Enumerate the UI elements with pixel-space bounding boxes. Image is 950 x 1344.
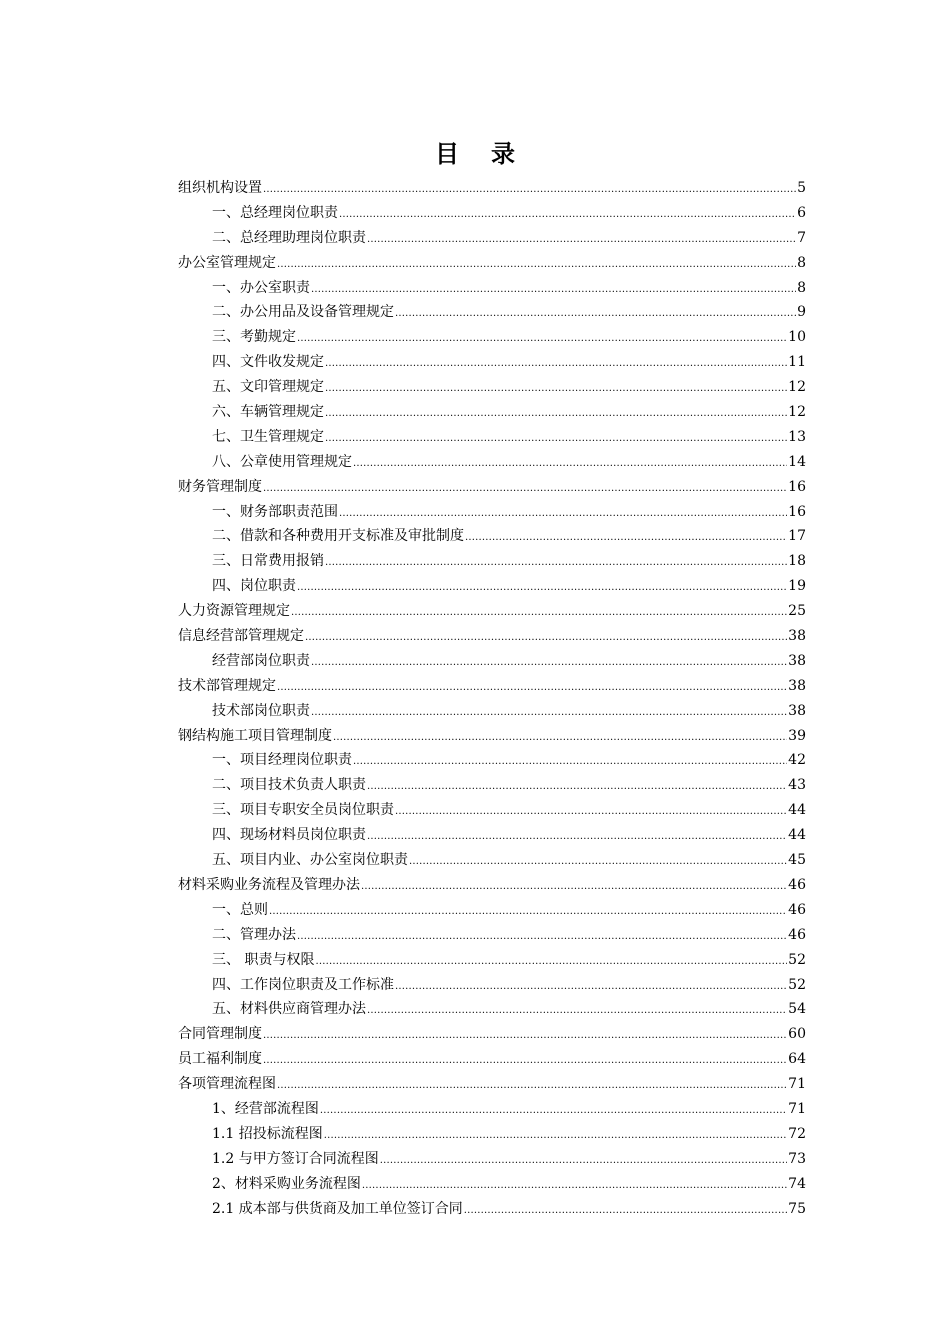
- toc-entry-title: 三、项目专职安全员岗位职责: [212, 802, 394, 819]
- toc-entry[interactable]: [178, 624, 806, 649]
- toc-entry-title: 二、办公用品及设备管理规定: [212, 304, 394, 321]
- toc-dot-leader: [362, 1172, 787, 1197]
- toc-entry-page-number: 5: [797, 180, 806, 196]
- toc-dot-leader: [311, 649, 787, 674]
- toc-entry[interactable]: [178, 475, 806, 500]
- toc-entry[interactable]: [178, 1022, 806, 1047]
- toc-entry[interactable]: [178, 699, 806, 724]
- toc-entry-page-number: 52: [788, 951, 806, 968]
- toc-entry[interactable]: [178, 748, 806, 773]
- toc-entry-page-number: 71: [788, 1076, 806, 1093]
- toc-dot-leader: [311, 699, 787, 724]
- toc-entry-page-number: 54: [788, 1001, 806, 1018]
- toc-entry-page-number: 38: [788, 628, 806, 645]
- toc-entry-page-number: 64: [788, 1051, 806, 1068]
- toc-entry[interactable]: [178, 997, 806, 1022]
- toc-entry-title: 各项管理流程图: [178, 1076, 276, 1093]
- toc-dot-leader: [297, 923, 787, 948]
- toc-entry-page-number: 8: [797, 254, 806, 271]
- toc-entry-title: 一、财务部职责范围: [212, 503, 338, 520]
- toc-entry-title: 合同管理制度: [178, 1026, 262, 1043]
- toc-entry-page-number: 75: [788, 1200, 806, 1217]
- toc-entry-title: 二、项目技术负责人职责: [212, 777, 366, 794]
- toc-entry-page-number: 9: [797, 304, 806, 321]
- toc-dot-leader: [305, 624, 787, 649]
- toc-entry-title: 二、管理办法: [212, 926, 296, 943]
- toc-entry[interactable]: [178, 724, 806, 749]
- toc-entry-page-number: 45: [788, 852, 806, 869]
- toc-entry-title: 钢结构施工项目管理制度: [178, 727, 332, 744]
- toc-entry-page-number: 46: [788, 901, 806, 918]
- toc-entry[interactable]: [178, 549, 806, 574]
- toc-dot-leader: [409, 848, 787, 873]
- toc-dot-leader: [324, 1122, 787, 1147]
- toc-entry-title: 二、借款和各种费用开支标准及审批制度: [212, 528, 464, 545]
- toc-entry-title: 技术部管理规定: [178, 677, 276, 694]
- toc-entry-title: 一、项目经理岗位职责: [212, 752, 352, 769]
- toc-entry-title: 三、日常费用报销: [212, 553, 324, 570]
- toc-entry-page-number: 42: [788, 752, 806, 769]
- toc-entry[interactable]: [178, 425, 806, 450]
- toc-dot-leader: [395, 973, 787, 998]
- toc-entry[interactable]: [178, 500, 806, 525]
- toc-entry-page-number: 38: [788, 652, 806, 669]
- toc-dot-leader: [339, 500, 787, 525]
- toc-entry-title: 办公室管理规定: [178, 254, 276, 271]
- toc-entry-page-number: 7: [797, 229, 806, 246]
- toc-entry[interactable]: [178, 325, 806, 350]
- toc-entry-page-number: 71: [788, 1100, 806, 1117]
- toc-entry-page-number: 14: [788, 453, 806, 470]
- toc-dot-leader: [333, 724, 787, 749]
- toc-dot-leader: [367, 823, 787, 848]
- toc-dot-leader: [380, 1147, 787, 1172]
- toc-dot-leader: [263, 1047, 787, 1072]
- toc-dot-leader: [353, 748, 787, 773]
- toc-entry[interactable]: [178, 1047, 806, 1072]
- toc-entry-title: 三、考勤规定: [212, 329, 296, 346]
- toc-entry-page-number: 74: [788, 1175, 806, 1192]
- toc-entry[interactable]: [178, 1172, 806, 1197]
- toc-entry-title: 七、卫生管理规定: [212, 428, 324, 445]
- toc-entry-title: 一、总则: [212, 901, 268, 918]
- toc-entry-title: 1.1 招投标流程图: [212, 1125, 323, 1142]
- toc-entry[interactable]: [178, 948, 806, 973]
- toc-dot-leader: [277, 1072, 787, 1097]
- toc-entry[interactable]: [178, 375, 806, 400]
- toc-entry[interactable]: [178, 276, 806, 301]
- toc-entry[interactable]: [178, 176, 806, 201]
- table-of-contents: [178, 176, 806, 1221]
- toc-entry-title: 二、总经理助理岗位职责: [212, 229, 366, 246]
- toc-dot-leader: [325, 400, 787, 425]
- toc-entry[interactable]: [178, 898, 806, 923]
- toc-entry[interactable]: [178, 923, 806, 948]
- toc-entry[interactable]: [178, 1122, 806, 1147]
- toc-entry-page-number: 46: [788, 876, 806, 893]
- toc-dot-leader: [395, 300, 796, 325]
- toc-dot-leader: [277, 674, 787, 699]
- toc-dot-leader: [263, 176, 796, 201]
- toc-entry-title: 人力资源管理规定: [178, 603, 290, 620]
- toc-dot-leader: [367, 773, 787, 798]
- toc-entry[interactable]: [178, 649, 806, 674]
- toc-entry[interactable]: [178, 674, 806, 699]
- toc-entry-title: 一、办公室职责: [212, 279, 310, 296]
- toc-entry[interactable]: [178, 848, 806, 873]
- toc-dot-leader: [311, 276, 796, 301]
- toc-entry[interactable]: [178, 524, 806, 549]
- toc-dot-leader: [325, 375, 787, 400]
- toc-entry-title: 四、现场材料员岗位职责: [212, 827, 366, 844]
- toc-dot-leader: [263, 1022, 787, 1047]
- toc-entry-page-number: 38: [788, 677, 806, 694]
- toc-entry-page-number: 60: [788, 1026, 806, 1043]
- toc-entry-title: 八、公章使用管理规定: [212, 453, 352, 470]
- toc-entry-page-number: 17: [788, 528, 806, 545]
- toc-dot-leader: [297, 574, 787, 599]
- toc-entry[interactable]: [178, 798, 806, 823]
- toc-entry-page-number: 13: [788, 428, 806, 445]
- toc-title: 目录: [435, 139, 547, 168]
- toc-entry-title: 五、材料供应商管理办法: [212, 1001, 366, 1018]
- toc-entry-title: 三、 职责与权限: [212, 951, 315, 968]
- toc-entry-title: 五、文印管理规定: [212, 379, 324, 396]
- toc-entry-page-number: 19: [788, 578, 806, 595]
- toc-entry-title: 技术部岗位职责: [212, 702, 310, 719]
- toc-dot-leader: [297, 325, 787, 350]
- toc-dot-leader: [339, 201, 796, 226]
- toc-entry-title: 材料采购业务流程及管理办法: [178, 876, 360, 893]
- toc-entry-page-number: 16: [788, 478, 806, 495]
- toc-entry[interactable]: [178, 1197, 806, 1222]
- toc-entry[interactable]: [178, 1072, 806, 1097]
- toc-entry-title: 信息经营部管理规定: [178, 628, 304, 645]
- toc-entry-title: 1、经营部流程图: [212, 1100, 319, 1117]
- toc-entry-page-number: 18: [788, 553, 806, 570]
- toc-entry-page-number: 10: [788, 329, 806, 346]
- toc-entry-page-number: 39: [788, 727, 806, 744]
- toc-dot-leader: [269, 898, 787, 923]
- toc-entry[interactable]: [178, 251, 806, 276]
- toc-entry-page-number: 38: [788, 702, 806, 719]
- toc-dot-leader: [320, 1097, 787, 1122]
- toc-dot-leader: [263, 475, 787, 500]
- toc-entry[interactable]: [178, 823, 806, 848]
- toc-entry-title: 四、工作岗位职责及工作标准: [212, 976, 394, 993]
- toc-entry[interactable]: [178, 1097, 806, 1122]
- toc-dot-leader: [361, 873, 787, 898]
- toc-dot-leader: [291, 599, 787, 624]
- toc-entry[interactable]: [178, 773, 806, 798]
- toc-entry-page-number: 16: [788, 503, 806, 520]
- toc-entry-page-number: 44: [788, 802, 806, 819]
- toc-entry-title: 财务管理制度: [178, 478, 262, 495]
- toc-dot-leader: [464, 1197, 787, 1222]
- toc-entry-title: 五、项目内业、办公室岗位职责: [212, 852, 408, 869]
- toc-dot-leader: [277, 251, 796, 276]
- toc-entry[interactable]: [178, 450, 806, 475]
- toc-entry-page-number: 12: [788, 404, 806, 421]
- toc-entry[interactable]: [178, 599, 806, 624]
- toc-entry[interactable]: [178, 873, 806, 898]
- toc-entry-page-number: 25: [788, 603, 806, 620]
- toc-dot-leader: [465, 524, 787, 549]
- toc-entry-title: 1.2 与甲方签订合同流程图: [212, 1150, 379, 1167]
- toc-entry-page-number: 8: [797, 279, 806, 296]
- toc-entry-page-number: 72: [788, 1125, 806, 1142]
- toc-entry[interactable]: [178, 201, 806, 226]
- toc-entry-page-number: 43: [788, 777, 806, 794]
- toc-entry[interactable]: [178, 400, 806, 425]
- toc-entry-page-number: 46: [788, 926, 806, 943]
- toc-entry-page-number: 44: [788, 827, 806, 844]
- toc-entry-page-number: 12: [788, 379, 806, 396]
- toc-dot-leader: [325, 549, 787, 574]
- toc-entry-page-number: 11: [788, 354, 806, 371]
- toc-entry-title: 员工福利制度: [178, 1051, 262, 1068]
- toc-dot-leader: [367, 226, 796, 251]
- toc-entry-page-number: 73: [788, 1150, 806, 1167]
- toc-entry-title: 组织机构设置: [178, 180, 262, 196]
- toc-entry-title: 四、文件收发规定: [212, 354, 324, 371]
- toc-dot-leader: [325, 425, 787, 450]
- toc-entry[interactable]: [178, 1147, 806, 1172]
- toc-entry-title: 一、总经理岗位职责: [212, 204, 338, 221]
- toc-entry[interactable]: [178, 226, 806, 251]
- toc-dot-leader: [325, 350, 787, 375]
- toc-entry-title: 2.1 成本部与供货商及加工单位签订合同: [212, 1200, 463, 1217]
- toc-entry[interactable]: [178, 350, 806, 375]
- toc-entry-title: 四、岗位职责: [212, 578, 296, 595]
- toc-dot-leader: [395, 798, 787, 823]
- toc-entry[interactable]: [178, 574, 806, 599]
- toc-entry[interactable]: [178, 300, 806, 325]
- toc-dot-leader: [367, 997, 787, 1022]
- toc-entry-page-number: 52: [788, 976, 806, 993]
- toc-dot-leader: [353, 450, 787, 475]
- toc-entry-title: 六、车辆管理规定: [212, 404, 324, 421]
- toc-entry[interactable]: [178, 973, 806, 998]
- toc-entry-title: 2、材料采购业务流程图: [212, 1175, 361, 1192]
- toc-dot-leader: [315, 948, 787, 973]
- toc-entry-title: 经营部岗位职责: [212, 652, 310, 669]
- toc-entry-page-number: 6: [797, 204, 806, 221]
